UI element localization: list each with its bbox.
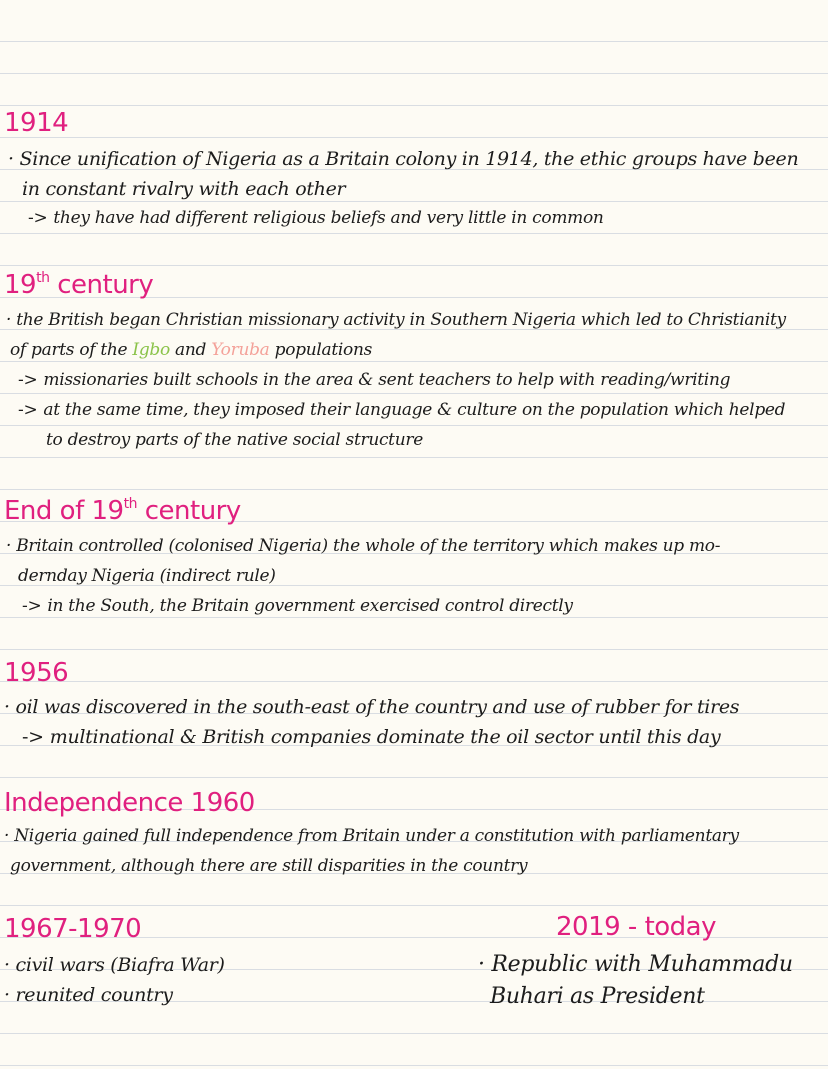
- note-line: · Britain controlled (colonised Nigeria) the whole of the territory which makes up mo-: [6, 536, 721, 556]
- note-line: dernday Nigeria (indirect rule): [18, 566, 276, 586]
- heading-1967-1970: 1967-1970: [4, 914, 142, 944]
- heading-superscript: th: [123, 496, 137, 512]
- note-line: [10, 340, 372, 360]
- note-line: · reunited country: [4, 984, 173, 1006]
- arrow-icon: ->: [22, 596, 42, 616]
- note-line: · oil was discovered in the south-east of the country and use of rubber for tires: [4, 696, 740, 718]
- note-text: at the same time, they imposed their language & culture on the population which helped: [43, 400, 786, 420]
- note-text: in the South, the Britain government exercised control directly: [47, 596, 573, 616]
- heading-end-of-19th-century: [4, 496, 241, 526]
- note-line-arrow: [22, 726, 720, 748]
- note-line-arrow: [18, 370, 730, 390]
- note-text: multinational & British companies dominate the oil sector until this day: [49, 726, 721, 748]
- note-line: · Republic with Muhammadu: [478, 952, 793, 977]
- note-line-arrow: [28, 208, 604, 228]
- arrow-icon: ->: [18, 400, 38, 420]
- heading-superscript: th: [36, 270, 50, 286]
- igbo-label: Igbo: [132, 340, 170, 360]
- arrow-icon: ->: [28, 208, 48, 228]
- heading-2019-today: 2019 - today: [556, 912, 717, 942]
- heading-text: century: [136, 496, 241, 526]
- note-line-arrow: [18, 400, 785, 420]
- note-line: government, although there are still disparities in the country: [10, 856, 528, 876]
- note-text: populations: [274, 340, 373, 360]
- note-text: of parts of the: [10, 340, 128, 360]
- heading-independence-1960: Independence 1960: [4, 788, 255, 818]
- heading-1956: 1956: [4, 658, 69, 688]
- note-line: · civil wars (Biafra War): [4, 954, 225, 976]
- heading-text: End of 19: [4, 496, 124, 526]
- arrow-icon: ->: [22, 726, 44, 748]
- arrow-icon: ->: [18, 370, 38, 390]
- heading-1914: 1914: [4, 108, 69, 138]
- note-line: in constant rivalry with each other: [22, 178, 346, 200]
- note-line: · Since unification of Nigeria as a Britain colony in 1914, the ethic groups have been: [8, 148, 799, 170]
- note-line: · Nigeria gained full independence from Britain under a constitution with parliamentary: [4, 826, 739, 846]
- note-text: they have had different religious beliefs and very little in common: [53, 208, 604, 228]
- heading-19th-century: [4, 270, 153, 300]
- note-text: missionaries built schools in the area & sent teachers to help with reading/writing: [43, 370, 731, 390]
- heading-text: 19: [4, 270, 37, 300]
- note-line-arrow: [22, 596, 573, 616]
- note-line: · the British began Christian missionary activity in Southern Nigeria which led to Christianity: [6, 310, 786, 330]
- note-line: Buhari as President: [490, 984, 705, 1009]
- note-text: and: [175, 340, 207, 360]
- heading-text: century: [49, 270, 154, 300]
- yoruba-label: Yoruba: [211, 340, 270, 360]
- note-line: to destroy parts of the native social structure: [46, 430, 423, 450]
